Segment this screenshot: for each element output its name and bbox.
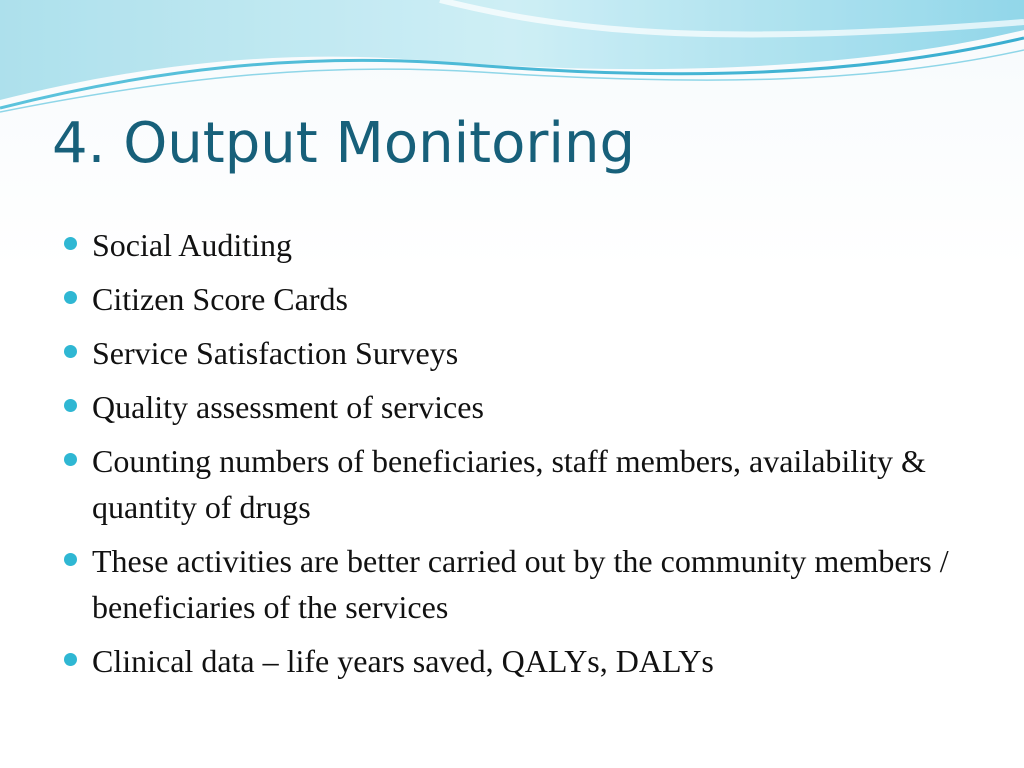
- bullet-text: Social Auditing: [92, 227, 292, 263]
- bullet-text: Counting numbers of beneficiaries, staff members, availability & quantity of drugs: [92, 443, 926, 525]
- bullet-icon: [64, 237, 77, 250]
- list-item: [64, 222, 964, 268]
- bullet-icon: [64, 345, 77, 358]
- bullet-icon: [64, 553, 77, 566]
- list-item: [64, 638, 964, 684]
- list-item: [64, 438, 964, 530]
- bullet-text: These activities are better carried out by the community members / beneficiaries of the services: [92, 543, 949, 625]
- list-item: [64, 384, 964, 430]
- bullet-text: Quality assessment of services: [92, 389, 484, 425]
- bullet-icon: [64, 653, 77, 666]
- bullet-list: [64, 222, 964, 692]
- list-item: [64, 330, 964, 376]
- slide-title: 4. Output Monitoring: [52, 111, 636, 176]
- bullet-icon: [64, 453, 77, 466]
- bullet-icon: [64, 399, 77, 412]
- bullet-icon: [64, 291, 77, 304]
- bullet-text: Clinical data – life years saved, QALYs, DALYs: [92, 643, 714, 679]
- bullet-text: Citizen Score Cards: [92, 281, 348, 317]
- bullet-text: Service Satisfaction Surveys: [92, 335, 459, 371]
- list-item: [64, 538, 964, 630]
- list-item: [64, 276, 964, 322]
